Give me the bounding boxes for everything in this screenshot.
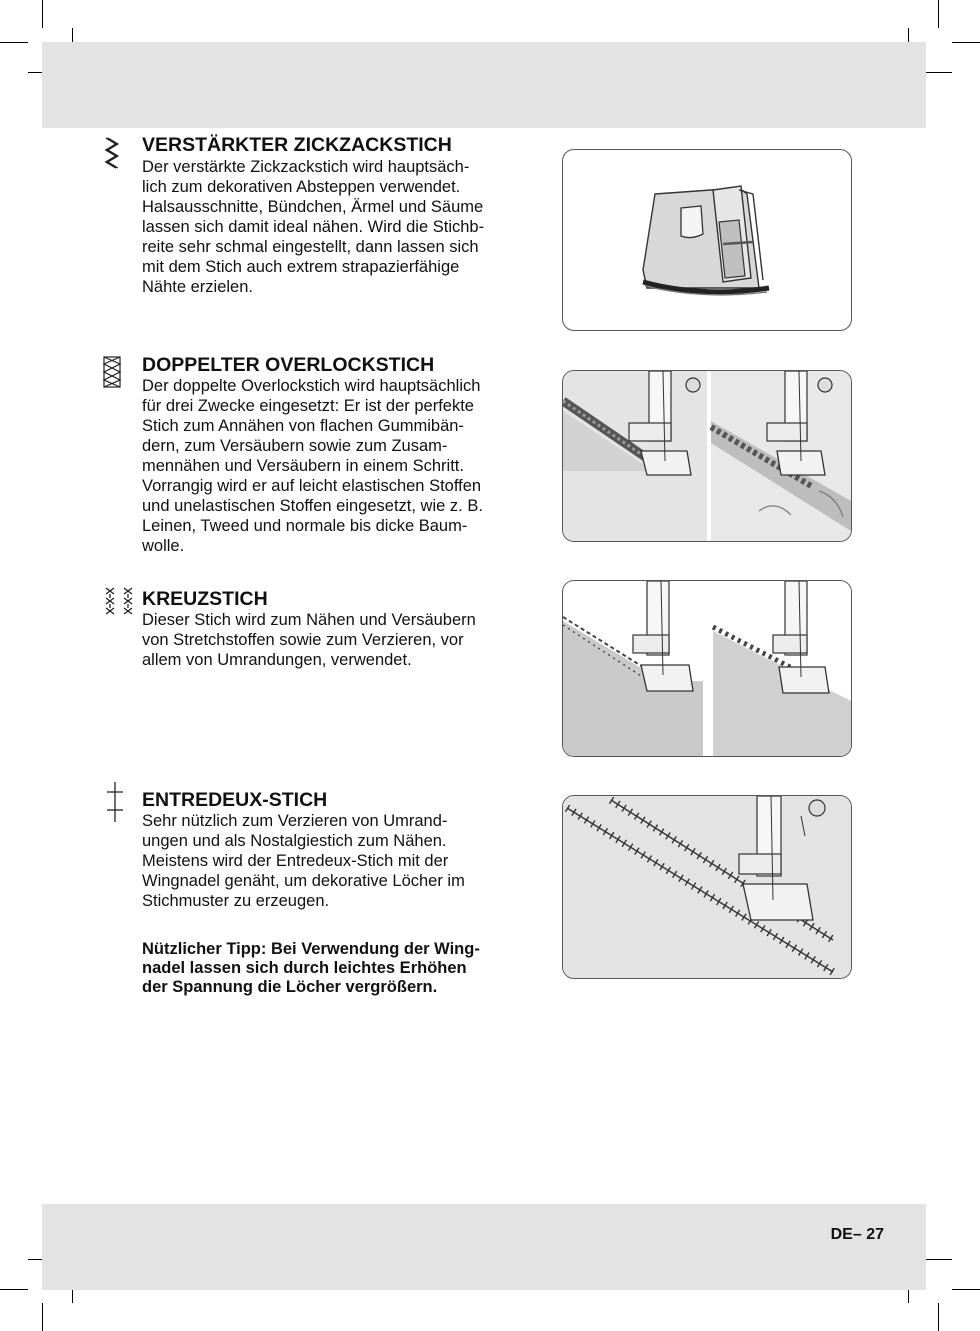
text-line: Meistens wird der Entredeux-Stich mit der [142,852,449,870]
cross-stitch-illustration [562,580,852,757]
text-line: Leinen, Tweed und normale bis dicke Baum- [142,517,468,535]
section-description [142,811,522,911]
section-description [142,157,522,297]
text-line: Dieser Stich wird zum Nähen und Versäubern [142,611,476,629]
text-line: lich zum dekorativen Absteppen verwendet. [142,178,461,196]
crop-mark [952,1289,980,1290]
useful-tip [142,940,522,997]
tip-line: nadel lassen sich durch leichtes Erhöhen [142,959,467,977]
section-description [142,376,522,556]
text-line: Stich zum Annähen von flachen Gummibän- [142,417,464,435]
crop-mark [0,1289,28,1290]
entredeux-illustration [562,795,852,979]
garment-drawing [563,150,851,330]
text-line: Der verstärkte Zickzackstich wird hauptsäch- [142,158,470,176]
footer-band [42,1204,926,1290]
overlock-stitch-icon [100,354,124,390]
text-line: Nähte erzielen. [142,278,253,296]
text-line: Stichmuster zu erzeugen. [142,892,330,910]
crop-mark [938,0,939,28]
section-title: KREUZSTICH [142,588,268,610]
garment-illustration [562,149,852,331]
text-line: wolle. [142,537,185,555]
text-line: Sehr nützlich zum Verzieren von Umrand- [142,812,448,830]
text-line: Der doppelte Overlockstich wird hauptsächlich [142,377,481,395]
text-line: mennähen und Versäubern in einem Schritt. [142,457,464,475]
crop-mark [42,0,43,28]
section-title: DOPPELTER OVERLOCKSTICH [142,354,435,376]
entredeux-drawing [563,796,851,978]
text-line: Halsausschnitte, Bündchen, Ärmel und Säume [142,198,484,216]
text-line: lassen sich damit ideal nähen. Wird die Stichb- [142,218,485,236]
zigzag-stitch-icon [100,136,124,172]
cross-stitch-icon [100,586,140,622]
page-number: DE– 27 [830,1226,884,1243]
overlock-illustration [562,370,852,542]
header-band [42,42,926,128]
text-line: Wingnadel genäht, um dekorative Löcher im [142,872,465,890]
cross-stitch-drawing [563,581,851,756]
section-title: VERSTÄRKTER ZICKZACKSTICH [142,134,452,156]
text-line: Vorrangig wird er auf leicht elastischen Stoffen [142,477,482,495]
text-line: von Stretchstoffen sowie zum Verzieren, vor [142,631,464,649]
tip-line: Nützlicher Tipp: Bei Verwendung der Wing- [142,940,480,958]
text-line: mit dem Stich auch extrem strapazierfähige [142,258,460,276]
crop-mark [922,72,952,73]
entredeux-stitch-icon [100,782,130,822]
section-title: ENTREDEUX-STICH [142,789,328,811]
section-description [142,610,522,670]
text-line: ungen und als Nostalgiestich zum Nähen. [142,832,447,850]
text-line: allem von Umrandungen, verwendet. [142,651,412,669]
text-line: reite sehr schmal eingestellt, dann lassen sich [142,238,479,256]
crop-mark [922,1259,952,1260]
text-line: dern, zum Versäubern sowie zum Zusam- [142,437,448,455]
tip-line: der Spannung die Löcher vergrößern. [142,978,438,996]
overlock-drawing [563,371,851,541]
text-line: und unelastischen Stoffen eingesetzt, wie z. B. [142,497,483,515]
crop-mark [952,42,980,43]
text-line: für drei Zwecke eingesetzt: Er ist der perfekte [142,397,474,415]
crop-mark [0,42,28,43]
crop-mark [42,1303,43,1331]
crop-mark [938,1303,939,1331]
